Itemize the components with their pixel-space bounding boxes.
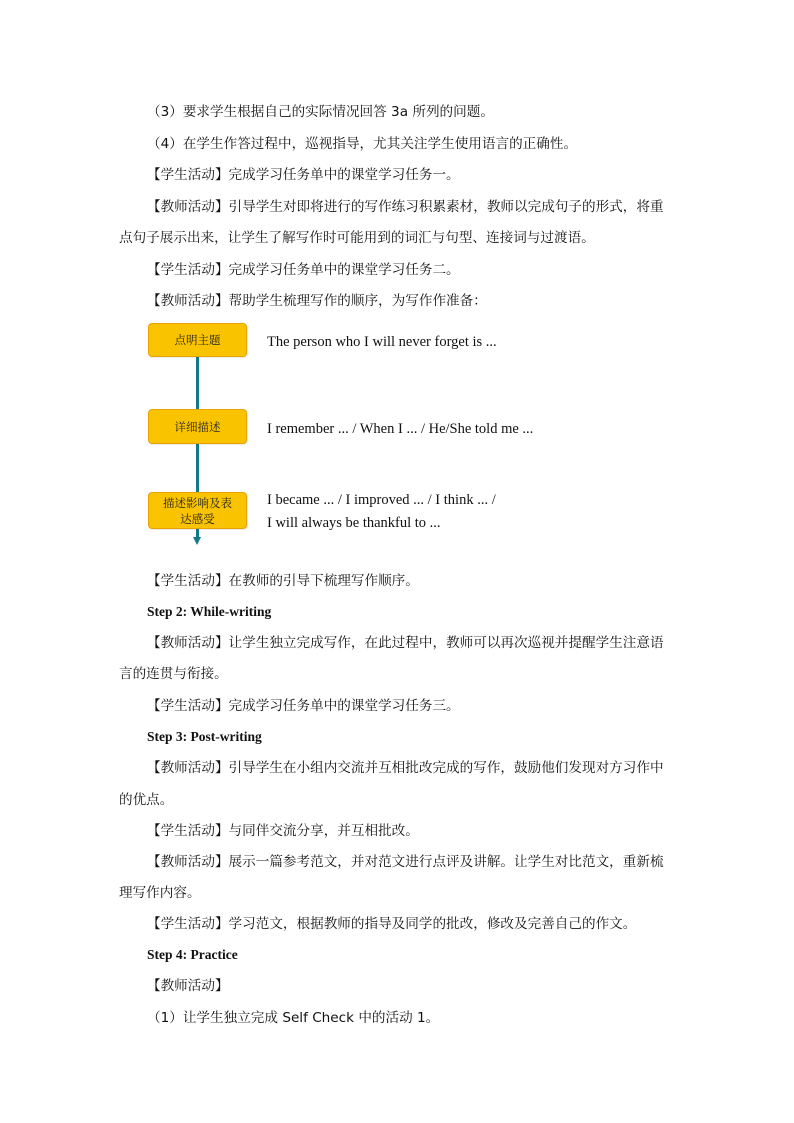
flow-box-topic	[148, 323, 247, 357]
step-4-heading: Step 4: Practice	[147, 947, 238, 962]
flow-text-impact-line2: I will always be thankful to ...	[267, 515, 441, 531]
paragraph-teacher-model-line1: 【教师活动】展示一篇参考范文，并对范文进行点评及讲解。让学生对比范文，重新梳	[147, 854, 664, 870]
paragraph-teacher-peer-line1: 【教师活动】引导学生在小组内交流并互相批改完成的写作，鼓励他们发现对方习作中	[147, 760, 664, 776]
flow-arrow-down-icon	[193, 537, 201, 545]
flow-connector-2	[196, 444, 199, 492]
flow-text-impact-line1: I became ... / I improved ... / I think ... /	[267, 492, 496, 508]
paragraph-student-task-2: 【学生活动】完成学习任务单中的课堂学习任务二。	[147, 262, 460, 278]
flow-box-topic-label: 点明主题	[174, 333, 221, 347]
flow-box-impact	[148, 492, 247, 529]
flow-box-detail	[148, 409, 247, 444]
paragraph-3a-answer: （3）要求学生根据自己的实际情况回答 3a 所列的问题。	[147, 104, 494, 120]
paragraph-student-task-1: 【学生活动】完成学习任务单中的课堂学习任务一。	[147, 167, 460, 183]
paragraph-student-revise: 【学生活动】学习范文，根据教师的指导及同学的批改，修改及完善自己的作文。	[147, 916, 637, 932]
flow-box-impact-label-line1: 描述影响及表	[163, 495, 232, 510]
flow-box-detail-label: 详细描述	[174, 419, 221, 434]
flow-connector-1	[196, 357, 199, 409]
flow-text-topic: The person who I will never forget is ...	[267, 334, 497, 350]
paragraph-teacher-peer-line2: 的优点。	[119, 792, 174, 808]
paragraph-teacher-model-line2: 理写作内容。	[119, 885, 201, 901]
paragraph-student-order: 【学生活动】在教师的引导下梳理写作顺序。	[147, 573, 419, 589]
paragraph-student-share: 【学生活动】与同伴交流分享，并互相批改。	[147, 823, 419, 839]
paragraph-student-task-3: 【学生活动】完成学习任务单中的课堂学习任务三。	[147, 698, 460, 714]
step-3-heading: Step 3: Post-writing	[147, 729, 262, 744]
paragraph-teacher-writing-line2: 言的连贯与衔接。	[119, 666, 228, 682]
paragraph-teacher-material-line1: 【教师活动】引导学生对即将进行的写作练习积累素材，教师以完成句子的形式，将重	[147, 199, 664, 215]
paragraph-teacher-writing-line1: 【教师活动】让学生独立完成写作，在此过程中，教师可以再次巡视并提醒学生注意语	[147, 635, 664, 651]
paragraph-teacher-activity-label: 【教师活动】	[147, 978, 229, 994]
paragraph-teacher-material-line2: 点句子展示出来，让学生了解写作时可能用到的词汇与句型、连接词与过渡语。	[119, 230, 595, 246]
paragraph-self-check: （1）让学生独立完成 Self Check 中的活动 1。	[147, 1010, 440, 1026]
paragraph-teacher-order: 【教师活动】帮助学生梳理写作的顺序，为写作作准备：	[147, 293, 487, 309]
step-2-heading: Step 2: While-writing	[147, 604, 272, 619]
flow-text-detail: I remember ... / When I ... / He/She told me ...	[267, 421, 534, 437]
paragraph-monitor: （4）在学生作答过程中，巡视指导，尤其关注学生使用语言的正确性。	[147, 136, 578, 152]
flow-box-impact-label-line2: 达感受	[180, 511, 215, 526]
